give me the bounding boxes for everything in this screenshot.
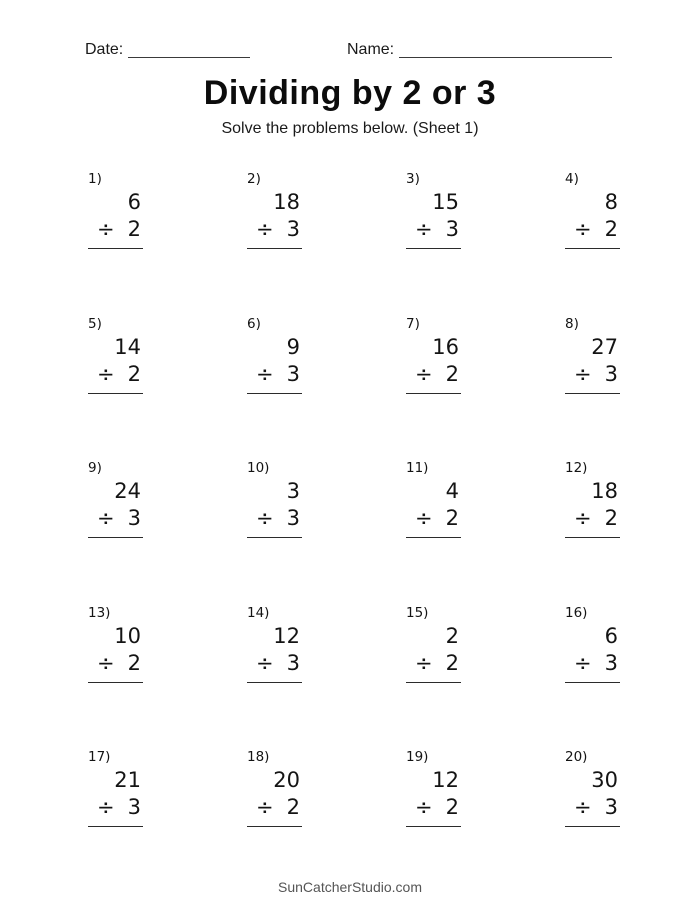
divide-operator: ÷	[97, 217, 115, 241]
answer-line	[406, 537, 461, 538]
divisor-value: 3	[604, 795, 618, 820]
problem-divisor-row	[565, 361, 620, 388]
answer-line	[88, 682, 143, 683]
divisor-value: 2	[127, 650, 141, 675]
answer-line	[406, 393, 461, 394]
problem-dividend: 18	[273, 190, 300, 214]
problem-number: 20)	[565, 749, 588, 766]
divide-operator: ÷	[97, 361, 115, 386]
divide-operator: ÷	[574, 361, 592, 386]
problem-dividend: 20	[273, 768, 300, 793]
problem-dividend: 18	[591, 479, 618, 504]
divisor-value: 2	[445, 795, 459, 820]
divide-operator: ÷	[256, 506, 274, 531]
problem-dividend: 3	[286, 479, 300, 504]
divide-operator: ÷	[415, 506, 433, 531]
answer-line	[88, 393, 143, 394]
divisor-value: 2	[445, 361, 459, 386]
problem-dividend: 2	[445, 623, 459, 648]
problem-number: 16)	[565, 604, 588, 621]
problem-cell	[88, 315, 143, 460]
answer-line	[565, 393, 620, 394]
problem-cell	[565, 748, 620, 893]
problem-cell	[88, 459, 143, 604]
problem-number: 3)	[406, 171, 420, 187]
problem-divisor-row	[406, 794, 461, 821]
problem-number: 5)	[88, 315, 102, 332]
divisor-value: 3	[604, 361, 618, 386]
divisor-value: 3	[604, 650, 618, 675]
divisor-value: 3	[127, 506, 141, 531]
footer-credit: SunCatcherStudio.com	[278, 879, 422, 895]
problem-divisor-row	[88, 216, 143, 243]
answer-line	[247, 393, 302, 394]
problem-number: 9)	[88, 460, 102, 477]
worksheet-subtitle: Solve the problems below. (Sheet 1)	[221, 120, 479, 137]
answer-line	[565, 537, 620, 538]
problem-cell	[247, 170, 302, 315]
problem-number: 12)	[565, 460, 588, 477]
problem-cell	[247, 604, 302, 749]
problem-divisor-row	[88, 361, 143, 388]
problem-number: 14)	[247, 604, 270, 621]
answer-line	[565, 826, 620, 827]
problems-grid	[88, 170, 620, 893]
problem-divisor-row	[88, 794, 143, 821]
problem-number: 17)	[88, 749, 111, 766]
problem-number: 2)	[247, 171, 261, 187]
problem-number: 15)	[406, 604, 429, 621]
divide-operator: ÷	[256, 795, 274, 820]
divisor-value: 2	[445, 506, 459, 531]
problem-cell	[88, 748, 143, 893]
problem-cell	[247, 459, 302, 604]
divisor-value: 3	[286, 217, 300, 241]
problem-divisor-row	[88, 505, 143, 532]
date-blank-line	[128, 43, 250, 58]
worksheet-title: Dividing by 2 or 3	[203, 74, 497, 112]
problem-cell	[406, 604, 461, 749]
problem-cell	[565, 459, 620, 604]
problem-dividend: 12	[432, 768, 459, 793]
answer-line	[247, 682, 302, 683]
divide-operator: ÷	[415, 217, 433, 241]
problem-cell	[247, 315, 302, 460]
divisor-value: 2	[127, 217, 141, 241]
problem-divisor-row	[406, 361, 461, 388]
problem-dividend: 21	[114, 768, 141, 793]
problem-divisor-row	[247, 216, 302, 243]
name-blank-line	[399, 43, 612, 58]
problem-dividend: 9	[286, 334, 300, 359]
name-field	[347, 41, 612, 58]
divisor-value: 2	[127, 361, 141, 386]
problem-dividend: 4	[445, 479, 459, 504]
problem-cell	[247, 748, 302, 893]
answer-line	[247, 826, 302, 827]
problem-number: 8)	[565, 315, 579, 332]
divisor-value: 3	[286, 650, 300, 675]
problem-dividend: 30	[591, 768, 618, 793]
problem-divisor-row	[565, 505, 620, 532]
problem-cell	[406, 748, 461, 893]
problem-dividend: 12	[273, 623, 300, 648]
answer-line	[88, 826, 143, 827]
problem-divisor-row	[247, 794, 302, 821]
divide-operator: ÷	[574, 795, 592, 820]
divide-operator: ÷	[415, 650, 433, 675]
answer-line	[406, 826, 461, 827]
date-field	[85, 41, 250, 58]
divide-operator: ÷	[256, 217, 274, 241]
problem-number: 13)	[88, 604, 111, 621]
answer-line	[247, 248, 302, 249]
divisor-value: 3	[127, 795, 141, 820]
divide-operator: ÷	[574, 650, 592, 675]
date-label: Date:	[85, 41, 124, 58]
divide-operator: ÷	[574, 506, 592, 531]
divisor-value: 3	[445, 217, 459, 241]
answer-line	[565, 682, 620, 683]
answer-line	[406, 248, 461, 249]
problem-number: 6)	[247, 315, 261, 332]
problem-number: 7)	[406, 315, 420, 332]
problem-dividend: 10	[114, 623, 141, 648]
divide-operator: ÷	[574, 217, 592, 241]
problem-divisor-row	[565, 794, 620, 821]
divide-operator: ÷	[415, 361, 433, 386]
problem-divisor-row	[406, 216, 461, 243]
name-label: Name:	[347, 41, 395, 58]
problem-divisor-row	[406, 650, 461, 677]
divisor-value: 2	[604, 217, 618, 241]
problem-divisor-row	[565, 650, 620, 677]
problem-number: 4)	[565, 171, 579, 187]
problem-divisor-row	[247, 505, 302, 532]
divide-operator: ÷	[97, 506, 115, 531]
problem-cell	[565, 170, 620, 315]
problem-cell	[565, 604, 620, 749]
problem-number: 1)	[88, 171, 102, 187]
answer-line	[88, 537, 143, 538]
divide-operator: ÷	[97, 795, 115, 820]
problem-dividend: 24	[114, 479, 141, 504]
problem-dividend: 6	[604, 623, 618, 648]
divide-operator: ÷	[256, 650, 274, 675]
answer-line	[406, 682, 461, 683]
answer-line	[247, 537, 302, 538]
problem-dividend: 8	[604, 190, 618, 214]
problem-number: 18)	[247, 749, 270, 766]
problem-number: 10)	[247, 460, 270, 477]
divisor-value: 3	[286, 361, 300, 386]
divisor-value: 3	[286, 506, 300, 531]
problem-dividend: 16	[432, 334, 459, 359]
problem-dividend: 27	[591, 334, 618, 359]
problem-cell	[88, 170, 143, 315]
problem-divisor-row	[247, 650, 302, 677]
divisor-value: 2	[604, 506, 618, 531]
divisor-value: 2	[286, 795, 300, 820]
answer-line	[88, 248, 143, 249]
divide-operator: ÷	[415, 795, 433, 820]
problem-divisor-row	[406, 505, 461, 532]
answer-line	[565, 248, 620, 249]
problem-dividend: 14	[114, 334, 141, 359]
divide-operator: ÷	[97, 650, 115, 675]
problem-number: 19)	[406, 749, 429, 766]
problem-dividend: 15	[432, 190, 459, 214]
problem-cell	[565, 315, 620, 460]
problem-number: 11)	[406, 460, 429, 477]
problem-cell	[406, 170, 461, 315]
problem-divisor-row	[247, 361, 302, 388]
divide-operator: ÷	[256, 361, 274, 386]
problem-divisor-row	[565, 216, 620, 243]
problem-cell	[406, 459, 461, 604]
problem-divisor-row	[88, 650, 143, 677]
problem-dividend: 6	[127, 190, 141, 214]
problem-cell	[406, 315, 461, 460]
divisor-value: 2	[445, 650, 459, 675]
problem-cell	[88, 604, 143, 749]
